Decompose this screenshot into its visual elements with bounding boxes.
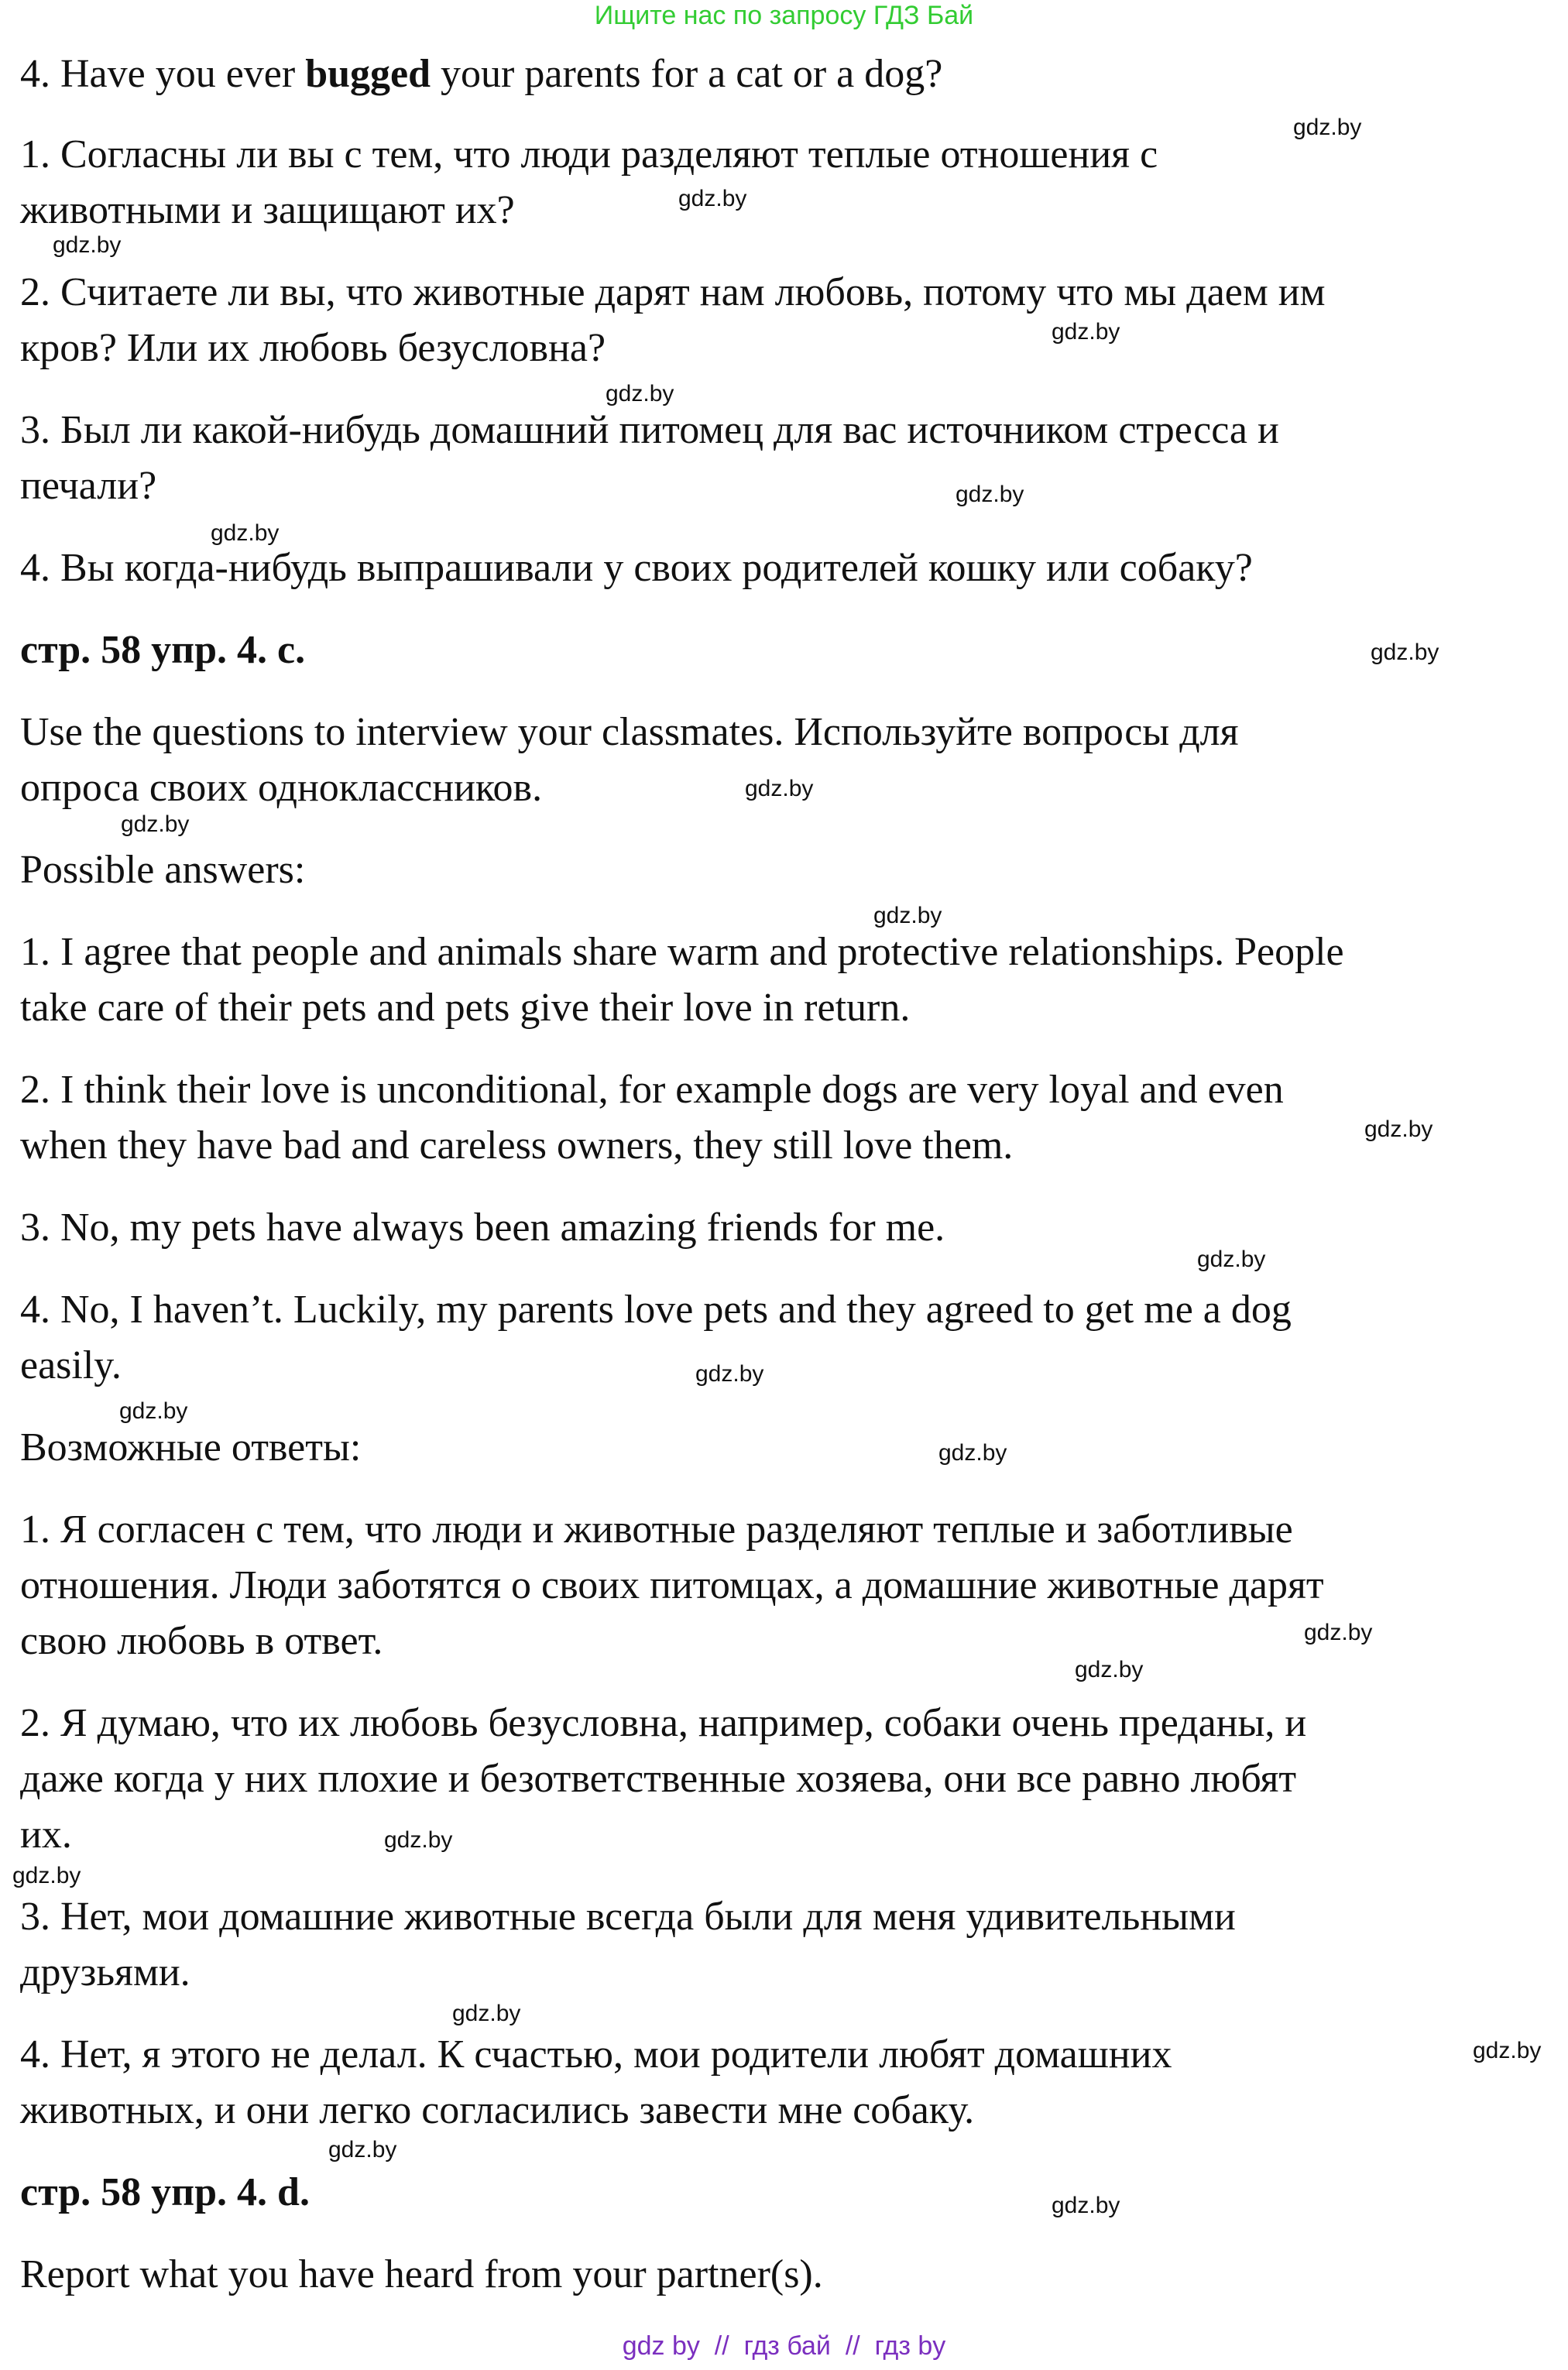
watermark: gdz.by xyxy=(1052,2193,1120,2218)
answer-en-line: when they have bad and careless owners, they still love them. xyxy=(20,1123,1014,1168)
question-ru-line: печали? xyxy=(20,464,157,508)
question-ru-line: животными и защищают их? xyxy=(20,188,515,232)
watermark: gdz.by xyxy=(695,1361,764,1387)
answer-ru-line: отношения. Люди заботятся о своих питомцах, а домашние животные дарят xyxy=(20,1563,1324,1607)
top-banner: Ищите нас по запросу ГДЗ Бай xyxy=(594,1,974,30)
instruction-c-line: опроса своих одноклассников. xyxy=(20,766,543,810)
watermark: gdz.by xyxy=(121,811,190,837)
answer-ru-line: животных, и они легко согласились завести мне собаку. xyxy=(20,2088,975,2132)
watermark: gdz.by xyxy=(452,2001,521,2026)
answer-en-line: take care of their pets and pets give their love in return. xyxy=(20,986,911,1030)
answer-ru-line: даже когда у них плохие и безответственные хозяева, они все равно любят xyxy=(20,1757,1297,1801)
watermark: gdz.by xyxy=(119,1398,188,1424)
watermark: gdz.by xyxy=(1293,115,1362,140)
question-ru-line: 2. Считаете ли вы, что животные дарят нам любовь, потому что мы даем им xyxy=(20,270,1326,314)
instruction-c-line: Use the questions to interview your classmates. Используйте вопросы для xyxy=(20,710,1239,754)
footer-links: gdz by // гдз бай // гдз by xyxy=(622,2331,946,2361)
watermark: gdz.by xyxy=(1473,2038,1542,2063)
heading-exercise-d: стр. 58 упр. 4. d. xyxy=(20,2170,310,2214)
watermark: gdz.by xyxy=(1304,1620,1373,1645)
question-ru-line: кров? Или их любовь безусловна? xyxy=(20,326,606,370)
question-en-4-bold-word: bugged xyxy=(305,52,431,96)
watermark: gdz.by xyxy=(1364,1116,1433,1142)
question-ru-line: 4. Вы когда-нибудь выпрашивали у своих родителей кошку или собаку? xyxy=(20,546,1253,590)
question-en-4-prefix: 4. Have you ever xyxy=(20,52,306,96)
answer-en-line: 2. I think their love is unconditional, for example dogs are very loyal and even xyxy=(20,1068,1284,1112)
answer-ru-line: друзьями. xyxy=(20,1950,190,1994)
watermark: gdz.by xyxy=(384,1827,453,1853)
watermark: gdz.by xyxy=(745,776,814,801)
answer-ru-line: их. xyxy=(20,1813,72,1857)
question-ru-line: 3. Был ли какой-нибудь домашний питомец для вас источником стресса и xyxy=(20,408,1279,452)
question-en-4-suffix: your parents for a cat or a dog? xyxy=(431,52,943,96)
answer-ru-line: 2. Я думаю, что их любовь безусловна, например, собаки очень преданы, и xyxy=(20,1701,1307,1745)
heading-exercise-c: стр. 58 упр. 4. c. xyxy=(20,628,306,672)
watermark: gdz.by xyxy=(678,186,747,211)
answer-ru-line: 3. Нет, мои домашние животные всегда были для меня удивительными xyxy=(20,1895,1236,1939)
watermark: gdz.by xyxy=(1075,1657,1144,1682)
watermark: gdz.by xyxy=(956,482,1024,507)
answer-en-line: easily. xyxy=(20,1343,122,1387)
answer-ru-line: 4. Нет, я этого не делал. К счастью, мои родители любят домашних xyxy=(20,2032,1172,2077)
ru-answers-label: Возможные ответы: xyxy=(20,1425,362,1470)
watermark: gdz.by xyxy=(1052,319,1120,345)
watermark: gdz.by xyxy=(328,2137,397,2162)
answer-ru-line: свою любовь в ответ. xyxy=(20,1619,383,1663)
instruction-d: Report what you have heard from your partner(s). xyxy=(20,2252,823,2296)
watermark: gdz.by xyxy=(1197,1247,1266,1272)
possible-answers-label: Possible answers: xyxy=(20,848,306,892)
watermark: gdz.by xyxy=(938,1440,1007,1466)
answer-en-line: 1. I agree that people and animals share warm and protective relationships. People xyxy=(20,930,1344,974)
watermark: gdz.by xyxy=(1371,640,1439,665)
watermark: gdz.by xyxy=(53,232,122,258)
watermark: gdz.by xyxy=(873,903,942,928)
watermark: gdz.by xyxy=(606,381,674,406)
watermark: gdz.by xyxy=(211,520,280,546)
watermark: gdz.by xyxy=(12,1863,81,1888)
answer-ru-line: 1. Я согласен с тем, что люди и животные разделяют теплые и заботливые xyxy=(20,1507,1293,1552)
question-ru-line: 1. Согласны ли вы с тем, что люди разделяют теплые отношения с xyxy=(20,132,1158,177)
answer-en-line: 4. No, I haven’t. Luckily, my parents love pets and they agreed to get me a dog xyxy=(20,1288,1292,1332)
question-en-4 xyxy=(20,51,942,98)
answer-en-line: 3. No, my pets have always been amazing friends for me. xyxy=(20,1206,945,1250)
